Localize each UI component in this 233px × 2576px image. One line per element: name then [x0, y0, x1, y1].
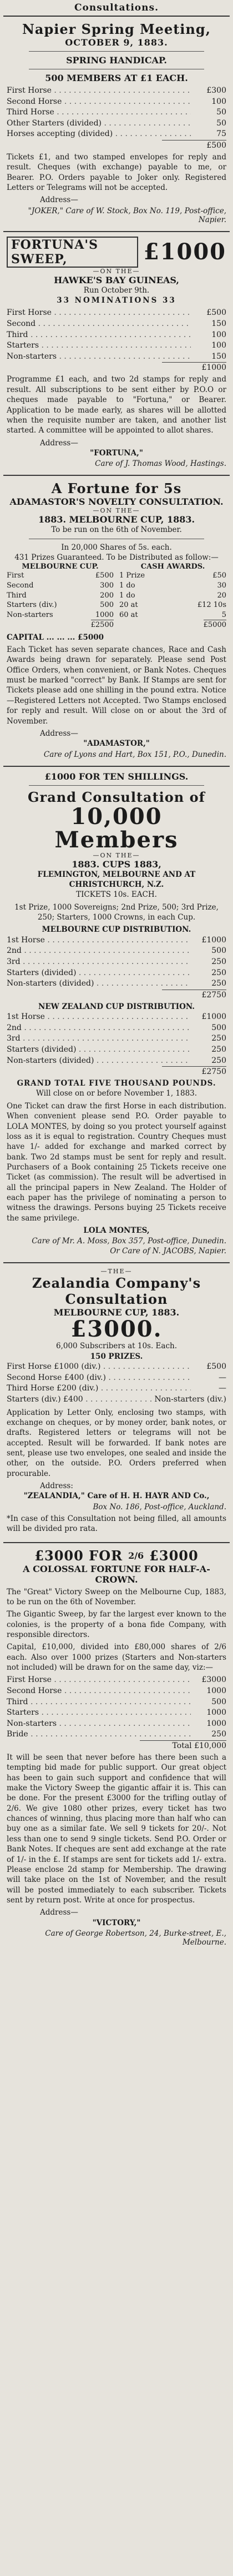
prize-row: Bride . . . 250 [7, 1729, 226, 1740]
fortuna-body: Programme £1 each, and two 2d stamps for reply and result. All subscriptions to be sent either by P.O.O or cheques made payable to "Fortuna," or Bearer. Application to be made early, as shares will be allotted when the requisite number are taken, and another list started. A committee will be appointed to allot shares. [7, 375, 226, 435]
lola-prize-line: 1st Prize, 1000 Sovereigns; 2nd Prize, 500; 3rd Prize, 250; Starters, 1000 Crowns, in each Cup. [14, 902, 219, 922]
address-label: Address— [40, 1908, 78, 1917]
victory-body-1: The "Great" Victory Sweep on the Melbourne Cup, 1883, to be run on the 6th of November. [7, 1587, 226, 1606]
fortuna-address: Care of J. Thomas Wood, Hastings. [95, 459, 226, 469]
prize-row: 2nd . . . 500 [7, 1023, 226, 1034]
prize-row: Third . . . 100 [7, 330, 226, 341]
fortuna-race: HAWKE'S BAY GUINEAS, [54, 274, 179, 285]
fortuna-on-the: —ON THE— [93, 267, 140, 275]
victory-address: Care of George Robertson, 24, Burke-street, E., Melbourne. [45, 1929, 226, 1947]
fortuna-nominations: 33 NOMINATIONS 33 [57, 296, 176, 305]
divider [29, 51, 204, 52]
lola-title: Grand Consultation of [28, 789, 205, 805]
zealandia-shares: 6,000 Subscribers at 10s. Each. [56, 1342, 177, 1351]
fortuna-headline-row [7, 237, 226, 268]
fortuna-amount: £1000 [143, 238, 226, 265]
lola-tickets: TICKETS 10s. EACH. [76, 890, 157, 900]
prize-row: 1st Horse . . . £1000 [7, 1012, 226, 1023]
adamastor-ad [3, 476, 230, 766]
napier-ad [3, 17, 230, 232]
table-row: Starters (div.) 500 [7, 601, 114, 610]
adamastor-address: Care of Lyons and Hart, Box 151, P.O., Dunedin. [43, 750, 226, 759]
zealandia-note: *In case of this Consultation not being filled, all amounts will be divided pro rata. [7, 1514, 226, 1534]
newspaper-column [3, 0, 230, 1954]
zealandia-amount: £3000. [70, 1316, 163, 1343]
napier-address: "JOKER," Care of W. Stock, Box No. 119, Post-office, Napier. [28, 206, 226, 224]
prize-row: Second . . . 150 [7, 319, 226, 330]
victory-capital: Capital, £10,000, divided into £80,000 shares of 2/6 each. Also over 1000 prizes (Starters and Non-starters not included) will be drawn for on the same day, viz:— [7, 1643, 226, 1673]
prize-row: First Horse . . . £3000 [7, 1675, 226, 1686]
fortuna-prize-list [7, 308, 226, 362]
zealandia-body: Application by Letter Only, enclosing two stamps, with exchange on cheques, or by money order, bank notes, or drafts. Registered letters or telegrams will not be accepted. Result will be forwarded. If bank notes are sent, please use two envelopes, one sealed and inside the other, on the outside. P.O. Orders preferred when procurable. [7, 1408, 226, 1478]
table-row: Non-starters 1000 [7, 610, 114, 619]
table-title: CASH AWARDS. [140, 563, 205, 571]
zealandia-count: 150 PRIZES. [90, 1352, 143, 1361]
adamastor-line1: A Fortune for 5s [51, 480, 182, 497]
prize-row: 1st Horse . . . £1000 [7, 935, 226, 946]
zealandia-address-name: "ZEALANDIA," Care of H. H. HAYR AND Co., [23, 1492, 210, 1501]
prize-row: Non-starters (divided) . . . 250 [7, 1056, 226, 1067]
prize-row: Horses accepting (divided) . . . 75 [7, 129, 226, 140]
victory-prize-list [7, 1675, 226, 1740]
adamastor-cash-table [119, 563, 226, 630]
prize-row: Starters (divided) . . . 250 [7, 1045, 226, 1056]
prize-row: 2nd . . . 500 [7, 946, 226, 957]
prize-row: Starters . . . 100 [7, 340, 226, 351]
fortuna-run: Run October 9th. [83, 285, 150, 295]
prize-row: Starters (divided) . . . 250 [7, 968, 226, 979]
adamastor-title: ADAMASTOR'S NOVELTY CONSULTATION. [9, 496, 224, 508]
prize-row: Third . . . 500 [7, 1697, 226, 1708]
table-title: MELBOURNE CUP. [22, 563, 99, 571]
address-label: Address— [40, 195, 78, 205]
napier-members: 500 MEMBERS AT £1 EACH. [45, 73, 188, 83]
prize-row: Second Horse £400 (div.) . . . — [7, 1373, 226, 1384]
prize-row: Second Horse . . . 100 [7, 97, 226, 108]
table-row: 20 at £12 10s [119, 601, 226, 610]
table-total: £2500 [90, 621, 114, 630]
victory-fraction: 2/6 [128, 1550, 144, 1561]
zealandia-tag: —THE— [100, 1268, 133, 1276]
victory-body-2: The Gigantic Sweep, by far the largest ever known to the colonies, is the property of a bona fide Company, with responsible directors. [7, 1610, 226, 1639]
lola-grand-total: GRAND TOTAL FIVE THOUSAND POUNDS. [17, 1079, 216, 1088]
adamastor-race: 1883. MELBOURNE CUP, 1883. [38, 514, 195, 525]
zealandia-prize-list [7, 1362, 226, 1405]
adamastor-body: Each Ticket has seven separate chances, Race and Cash Awards being drawn for separately. Please send Post Office Orders, when convenient, or Bank Notes. Cheques must be marked "correct" by Bank. If Stamps are sent for Tickets please add one shilling in the pound extra. Notice—Registered Letters not Accepted. Two Stamps enclosed for reply and result. Will close on or about the 3rd of November. [7, 645, 226, 726]
victory-headline: A COLOSSAL FORTUNE FOR HALF-A-CROWN. [23, 1563, 210, 1585]
lola-close: Will close on or before November 1, 1883. [36, 1089, 197, 1098]
prize-row: First Horse £1000 (div.) . . . £500 [7, 1362, 226, 1373]
prize-row: Other Starters (divided) . . . 50 [7, 118, 226, 129]
adamastor-cup-table [7, 563, 114, 630]
table-row: Second 300 [7, 581, 114, 590]
lola-banner: £1000 FOR TEN SHILLINGS. [44, 771, 189, 782]
table-total: £5000 [203, 621, 226, 630]
prize-row: Starters . . . 1000 [7, 1708, 226, 1719]
prize-row: Non-starters . . . 150 [7, 351, 226, 363]
victory-ad [3, 1543, 230, 1954]
lola-body: One Ticket can draw the first Horse in each distribution. When convenient please send P.O. Order payable to LOLA MONTES, by doing so you protect yourself against loss as it is equal to registration. Country Cheques must have 1/- added for exchange and marked correct by bank. Two 2d stamps must be sent for reply and result. Purchasers of a Book containing 25 Tickets receive one Ticket (as commission). The result will be advertised in all the principal papers in New Zealand. The Holder of each paper has the privilege of nominating a person to witness the drawings. Persons buying 25 Tickets receive the same privilege. [7, 1101, 226, 1223]
table-row: 1 do 30 [119, 581, 226, 590]
adamastor-address-name: "ADAMASTOR," [83, 739, 150, 749]
lola-nz-total: £2750 [162, 1066, 226, 1076]
adamastor-capital: CAPITAL ... ... ... £5000 [7, 632, 104, 642]
prize-row: Starters (div.) £400 . . . Non-starters (div.) [7, 1394, 226, 1405]
lola-on-the: —ON THE— [93, 851, 140, 859]
prize-row: First Horse . . . £300 [7, 86, 226, 97]
prize-row: 3rd . . . 250 [7, 1033, 226, 1045]
victory-address-name: "VICTORY," [92, 1918, 141, 1927]
victory-body-3: It will be seen that never before has there been such a tempting bid made for public support. Our great object has been to gain such support and confidence that will make the Victory Sweep the gigantic affair it is. This can be done. For the present £3000 for the trifling outlay of 2/6. We give 1080 other prizes, every ticket has two chances of winning, thus placing more than half who can buy one as a similar fate. We sell 9 tickets for 20/-. Not less than one to send 9 single tickets. Send P.O. Order or Bank Notes. If cheques are sent add exchange at the rate of 1/- in the £. If stamps are sent for tickets add 1/- extra. Please enclose 2d stamp for Membership. The drawing will take place on the 1st of November, and the result will be posted immediately to each subscriber. Tickets sent by return post. Write at once for prospectus. [7, 1753, 226, 1905]
prize-row: First Horse . . . £500 [7, 308, 226, 319]
fortuna-address-name: "FORTUNA," [90, 448, 143, 458]
lola-mel-title: MELBOURNE CUP DISTRIBUTION. [42, 925, 191, 935]
prize-row: Third Horse . . . 50 [7, 107, 226, 118]
adamastor-run: To be run on the 6th of November. [51, 525, 182, 535]
prize-row: 3rd . . . 250 [7, 957, 226, 968]
table-row: Third 200 [7, 591, 114, 600]
zealandia-title: Zealandia Company's Consultation [32, 1275, 201, 1308]
lola-nz-list [7, 1012, 226, 1066]
lola-race: 1883. CUPS 1883, [72, 858, 161, 870]
lola-nz-title: NEW ZEALAND CUP DISTRIBUTION. [38, 1002, 195, 1011]
victory-banner-right: £3000 [149, 1547, 199, 1564]
address-label: Address: [40, 1482, 73, 1491]
table-row: 1 do 20 [119, 591, 226, 600]
table-row: 60 at 5 [119, 610, 226, 619]
prize-row: Third Horse £200 (div.) . . . — [7, 1383, 226, 1394]
zealandia-ad [3, 1263, 230, 1543]
prize-row: Non-starters (divided) . . . 250 [7, 978, 226, 990]
table-row: First £500 [7, 571, 114, 580]
fortuna-ad [3, 232, 230, 476]
page-title: Consultations. [3, 1, 230, 17]
prize-row: Second Horse . . . 1000 [7, 1686, 226, 1697]
divider [29, 785, 204, 786]
lola-amount: 10,000 Members [54, 803, 179, 853]
table-row: 1 Prize £50 [119, 571, 226, 580]
address-label: Address— [40, 438, 78, 448]
lola-mel-list [7, 935, 226, 990]
napier-body: Tickets £1, and two stamped envelopes for reply and result. Cheques (with exchange) payable to me, or Bearer. P.O. Orders payable to Joker only. Registered Letters or Telegrams will not be accepted. [7, 152, 226, 193]
victory-banner-left: £3000 FOR [34, 1547, 123, 1564]
lola-ad [3, 767, 230, 1264]
fortuna-headline: FORTUNA'S SWEEP, [7, 237, 138, 268]
fortuna-total: £1000 [162, 362, 226, 372]
victory-banner [7, 1548, 226, 1564]
napier-date: OCTOBER 9, 1883. [65, 37, 168, 48]
prize-row: Non-starters . . . 1000 [7, 1719, 226, 1730]
lola-address-2: Or Care of N. JACOBS, Napier. [110, 1247, 226, 1256]
napier-total: £500 [162, 140, 226, 150]
napier-race: SPRING HANDICAP. [66, 55, 167, 66]
lola-address: Care of Mr. A. Moss, Box 357, Post-office, Dunedin. [32, 1237, 226, 1246]
lola-run: FLEMINGTON, MELBOURNE AND AT CHRISTCHURCH, N.Z. [37, 870, 196, 889]
adamastor-shares: In 20,000 Shares of 5s. each. [61, 543, 172, 552]
adamastor-on-the: —ON THE— [93, 507, 140, 515]
zealandia-race: MELBOURNE CUP, 1883. [53, 1307, 180, 1318]
zealandia-address: Box No. 186, Post-office, Auckland. [93, 1502, 226, 1512]
napier-title: Napier Spring Meeting, [22, 21, 211, 37]
adamastor-prizes-note: 431 Prizes Guaranteed. To be Distributed as follow:— [14, 553, 219, 563]
victory-total: Total £10,000 [140, 1740, 226, 1750]
napier-prize-list [7, 86, 226, 140]
lola-address-name: LOLA MONTES, [83, 1226, 150, 1236]
lola-mel-total: £2750 [162, 990, 226, 1000]
adamastor-tables [7, 563, 226, 630]
address-label: Address— [40, 729, 78, 738]
